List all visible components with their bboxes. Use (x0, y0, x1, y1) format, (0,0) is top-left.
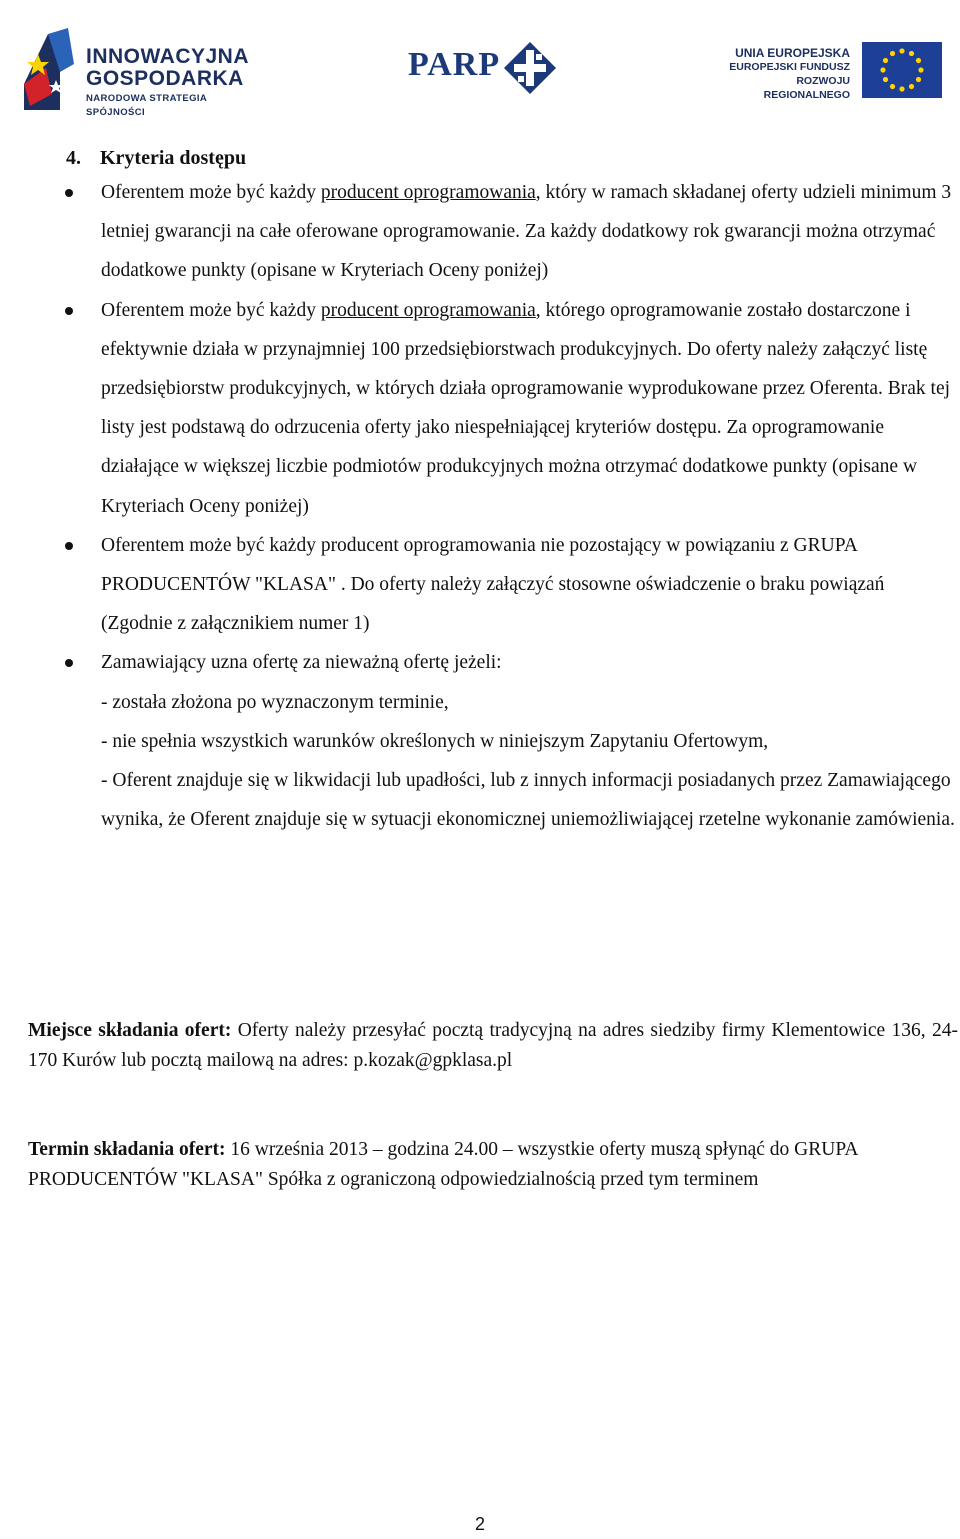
eu-logo-line2: EUROPEJSKI FUNDUSZ (729, 61, 850, 73)
bullet-icon (65, 659, 73, 667)
criteria-item: Oferentem może być każdy producent oprogramowania, który w ramach składanej oferty udzieli minimum 3 letniej gwarancji na całe oferowane oprogramowanie. Za każdy dodatkowy rok gwarancji można otrzymać dodatkowe punkty (opisane w Kryteriach Oceny poniżej) (101, 173, 959, 291)
submission-place (28, 1016, 958, 1075)
criteria-list (101, 173, 959, 839)
submission-deadline-text: 16 września 2013 – godzina 24.00 – wszystkie oferty muszą spłynąć do GRUPA PRODUCENTÓW "KLASA" Spółka z ograniczoną odpowiedzialnością przed tym terminem (28, 1139, 858, 1190)
eu-logo-line1: UNIA EUROPEJSKA (735, 46, 850, 60)
submission-place-label: Miejsce składania ofert: (28, 1020, 232, 1041)
invalid-offer-condition: - została złożona po wyznaczonym terminie, (101, 691, 449, 713)
submission-deadline-label: Termin składania ofert: (28, 1139, 226, 1160)
ig-logo-line2: GOSPODARKA (86, 67, 244, 90)
section-title: Kryteria dostępu (100, 147, 247, 169)
inline-underlined-text: producent oprogramowania (320, 182, 536, 203)
parp-logo-text: PARP (408, 46, 501, 83)
submission-place-text: Oferty należy przesyłać pocztą tradycyjną na adres siedziby firmy Klementowice 136, 24-170 Kurów lub pocztą mailową na adres: p.kozak@gpklasa.pl (28, 1020, 958, 1071)
section-heading (66, 143, 246, 173)
invalid-offer-condition: - nie spełnia wszystkich warunków określonych w niniejszym Zapytaniu Ofertowym, (101, 730, 769, 752)
parp-emblem-icon (500, 40, 560, 96)
bullet-icon (65, 307, 73, 315)
submission-deadline (28, 1135, 958, 1194)
ig-logo-line3: NARODOWA STRATEGIA SPÓJNOŚCI (86, 93, 207, 118)
section-number: 4. (66, 147, 81, 169)
criteria-item: Oferentem może być każdy producent oprogramowania nie pozostający w powiązaniu z GRUPA PRODUCENTÓW "KLASA" . Do oferty należy załączyć stosowne oświadczenie o braku powiązań (Zgodnie z załącznikiem numer 1) (101, 526, 959, 644)
eu-logo (716, 40, 942, 100)
eu-flag-icon (862, 42, 942, 98)
ig-logo-line1: INNOWACYJNA (86, 45, 250, 68)
criteria-item: Oferentem może być każdy producent oprogramowania, którego oprogramowanie zostało dostarczone i efektywnie działa w przynajmniej 100 przedsiębiorstwach produkcyjnych. Do oferty należy załączyć listę przedsiębiorstw produkcyjnych, w których działa oprogramowanie wyprodukowane przez Oferenta. Brak tej listy jest podstawą do odrzucenia oferty jako niespełniającej kryteriów dostępu. Za oprogramowanie działające w większej liczbie podmiotów produkcyjnych można otrzymać dodatkowe punkty (opisane w Kryteriach Oceny poniżej) (101, 291, 959, 526)
criteria-item: Zamawiający uzna ofertę za nieważną ofertę jeżeli: - została złożona po wyznaczonym terminie, - nie spełnia wszystkich warunków określonych w niniejszym Zapytaniu Ofertowym, - Oferent znajduje się w likwidacji lub upadłości, lub z innych informacji posiadanych przez Zamawiającego wynika, że Oferent znajduje się w sytuacji ekonomicznej uniemożliwiającej rzetelne wykonanie zamówienia. (101, 643, 959, 839)
page-number: 2 (474, 1514, 485, 1534)
bullet-icon (65, 189, 73, 197)
inline-underlined-text: producent oprogramowania (320, 299, 536, 321)
innowacyjna-gospodarka-logo (18, 24, 268, 116)
ig-emblem-icon (18, 24, 88, 116)
eu-logo-line3: ROZWOJU REGIONALNEGO (763, 75, 850, 101)
invalid-offer-condition: - Oferent znajduje się w likwidacji lub upadłości, lub z innych informacji posiadanych przez Zamawiającego wynika, że Oferent znajduje się w sytuacji ekonomicznej uniemożliwiającej rzetelne wykonanie zamówienia. (101, 770, 955, 831)
page-header (0, 0, 960, 125)
parp-logo (408, 38, 558, 98)
bullet-icon (65, 542, 73, 550)
